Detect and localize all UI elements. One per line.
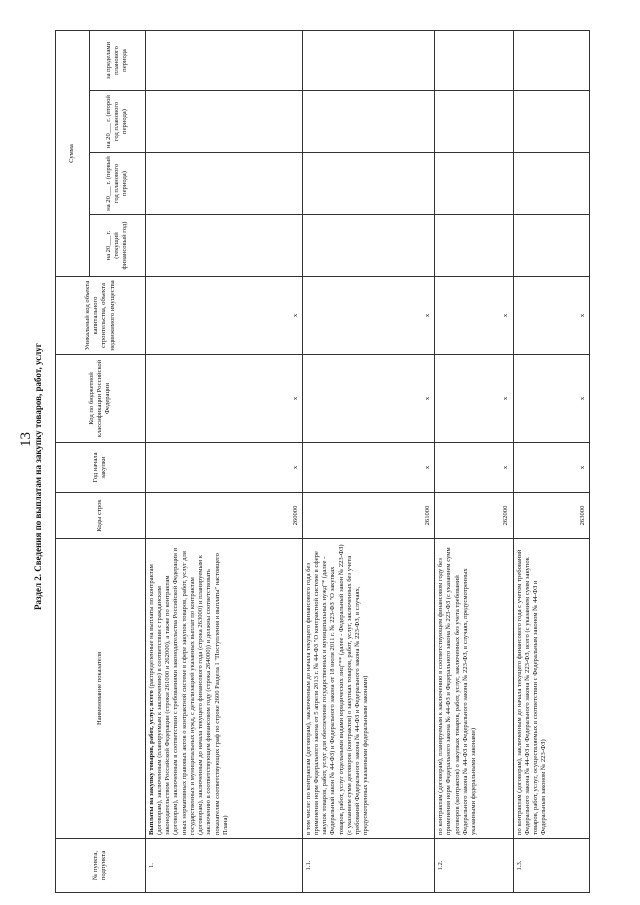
- row-code: 260000: [145, 493, 302, 539]
- row-sum-cell: [513, 215, 589, 277]
- header-indicator-name: Наименование показателя: [56, 539, 146, 839]
- row-sum-cell: [145, 91, 302, 153]
- row-sum-cell: [513, 153, 589, 215]
- row-sum-cell: [513, 91, 589, 153]
- header-sum-second-plan-year: на 20___ г. (второй год планового периода): [89, 91, 145, 153]
- page-number: 13: [18, 432, 34, 447]
- row-name-text: (распределенные на выплаты по контрактам (договорам), заключенным (планируемым к заключению) в соответствии с гражданским законодательством Российской Федерации (строки 261000 и 262000), а также по контрактам (договорам), заключенным в соответствии с требованиями законодательства Российской Федерации и иных нормативных правовых актов о контрактной системе в сфере закупок товаров, работ, услуг для государственных и муниципальных нужд, с детализацией указанных выплат по контрактам (договорам), заключенным до начала текущего финансового года (строка 263000) и планируемым к заключению в соответствующем финансовом году (строка 264000)) и должны соответствовать показателям соответствующих граф по строке 2600 Раздела 1 "Поступления и выплаты" настоящего Плана): [147, 547, 229, 835]
- row-name-text: в том числе: по контрактам (договорам), заключенным до начала текущего финансового года без применения норм Федерального закона от 5 апреля 2013 г. № 44-ФЗ "О контрактной системе в сфере закупок товаров, работ, услуг для обеспечения государственных и муниципальных нужд"* (далее - Федеральный закон № 44-ФЗ) и Федерального закона от 18 июля 2011 г. № 223-ФЗ "О закупках товаров, работ, услуг отдельными видами юридических лиц"** (далее - Федеральный закон № 223-ФЗ) (с указанием сумм договоров (контрактов) о закупках товаров, работ, услуг, заключенных без учета требований Федерального закона № 44-ФЗ и Федерального закона № 223-ФЗ, в случаях, предусмотренных указанными федеральными законами): [304, 544, 370, 835]
- row-cross-year: x: [302, 443, 434, 493]
- row-cross-budget: x: [435, 355, 514, 443]
- row-cross-unique: x: [302, 277, 434, 355]
- row-sum-cell: [302, 215, 434, 277]
- row-cross-unique: x: [145, 277, 302, 355]
- row-sum-cell: [302, 153, 434, 215]
- row-cross-unique: x: [513, 277, 589, 355]
- header-sum: Сумма: [56, 30, 90, 276]
- row-number: 1.2.: [435, 839, 514, 893]
- header-unique-object-code: Уникальный код объекта капитального строительства, объекта недвижимого имущества: [56, 277, 146, 355]
- row-sum-cell: [435, 30, 514, 90]
- header-sum-first-plan-year: на 20___ г. (первый год планового периода): [89, 153, 145, 215]
- row-sum-cell: [145, 153, 302, 215]
- row-cross-year: x: [513, 443, 589, 493]
- row-sum-cell: [435, 153, 514, 215]
- payments-table: [55, 30, 590, 893]
- header-budget-code: Код по бюджетной классификации Российской Федерации: [56, 355, 146, 443]
- row-cross-unique: x: [435, 277, 514, 355]
- row-cross-budget: x: [302, 355, 434, 443]
- row-name-text: по контрактам (договорам), планируемым к заключению в соответствующем финансовом году без применения норм Федерального закона № 44-ФЗ и Федерального закона № 223-ФЗ (с указанием сумм договоров (контрактов) о закупках товаров, работ, услуг, заключенных без учета требований Федерального закона № 44-ФЗ и Федерального закона № 223-ФЗ, в случаях, предусмотренных указанными федеральными законами): [437, 547, 478, 835]
- row-number: 1.1.: [302, 839, 434, 893]
- row-sum-cell: [145, 215, 302, 277]
- row-code: 261000: [302, 493, 434, 539]
- section-title: Раздел 2. Сведения по выплатам на закупку товаров, работ, услуг: [33, 343, 43, 610]
- row-name-text: по контрактам (договорам), заключенным до начала текущего финансового года с учетом требований Федерального закона № 44-ФЗ и Федерального закона № 223-ФЗ, всего (с указанием сумм закупок товаров, работ, услуг, осуществляемых в соответствии с Федеральным законом № 44-ФЗ и Федеральным законом № 223-ФЗ): [515, 549, 548, 835]
- header-item-number: № пункта, подпункта: [56, 839, 146, 893]
- row-sum-cell: [145, 30, 302, 90]
- table-row: [302, 30, 434, 892]
- row-code: 263000: [513, 493, 589, 539]
- table-row: [145, 30, 302, 892]
- header-sum-current-year: на 20___ г. (текущий финансовый год): [89, 215, 145, 277]
- row-sum-cell: [302, 91, 434, 153]
- row-sum-cell: [513, 30, 589, 90]
- payments-table-container: [55, 31, 590, 893]
- row-code: 262000: [435, 493, 514, 539]
- row-name: [302, 539, 434, 839]
- table-row: [435, 30, 514, 892]
- row-cross-year: x: [145, 443, 302, 493]
- row-cross-year: x: [435, 443, 514, 493]
- header-start-year: Год начала закупки: [56, 443, 146, 493]
- row-number: 1.3.: [513, 839, 589, 893]
- row-number: 1.: [145, 839, 302, 893]
- row-sum-cell: [302, 30, 434, 90]
- header-row-codes: Коды строк: [56, 493, 146, 539]
- header-sum-beyond-plan: за пределами планового периода: [89, 30, 145, 90]
- row-name: [435, 539, 514, 839]
- row-name-bold: Выплаты на закупку товаров, работ, услуг, всего: [147, 690, 155, 835]
- table-row: [513, 30, 589, 892]
- row-cross-budget: x: [513, 355, 589, 443]
- row-cross-budget: x: [145, 355, 302, 443]
- row-name: [513, 539, 589, 839]
- row-sum-cell: [435, 215, 514, 277]
- row-name: [145, 539, 302, 839]
- row-sum-cell: [435, 91, 514, 153]
